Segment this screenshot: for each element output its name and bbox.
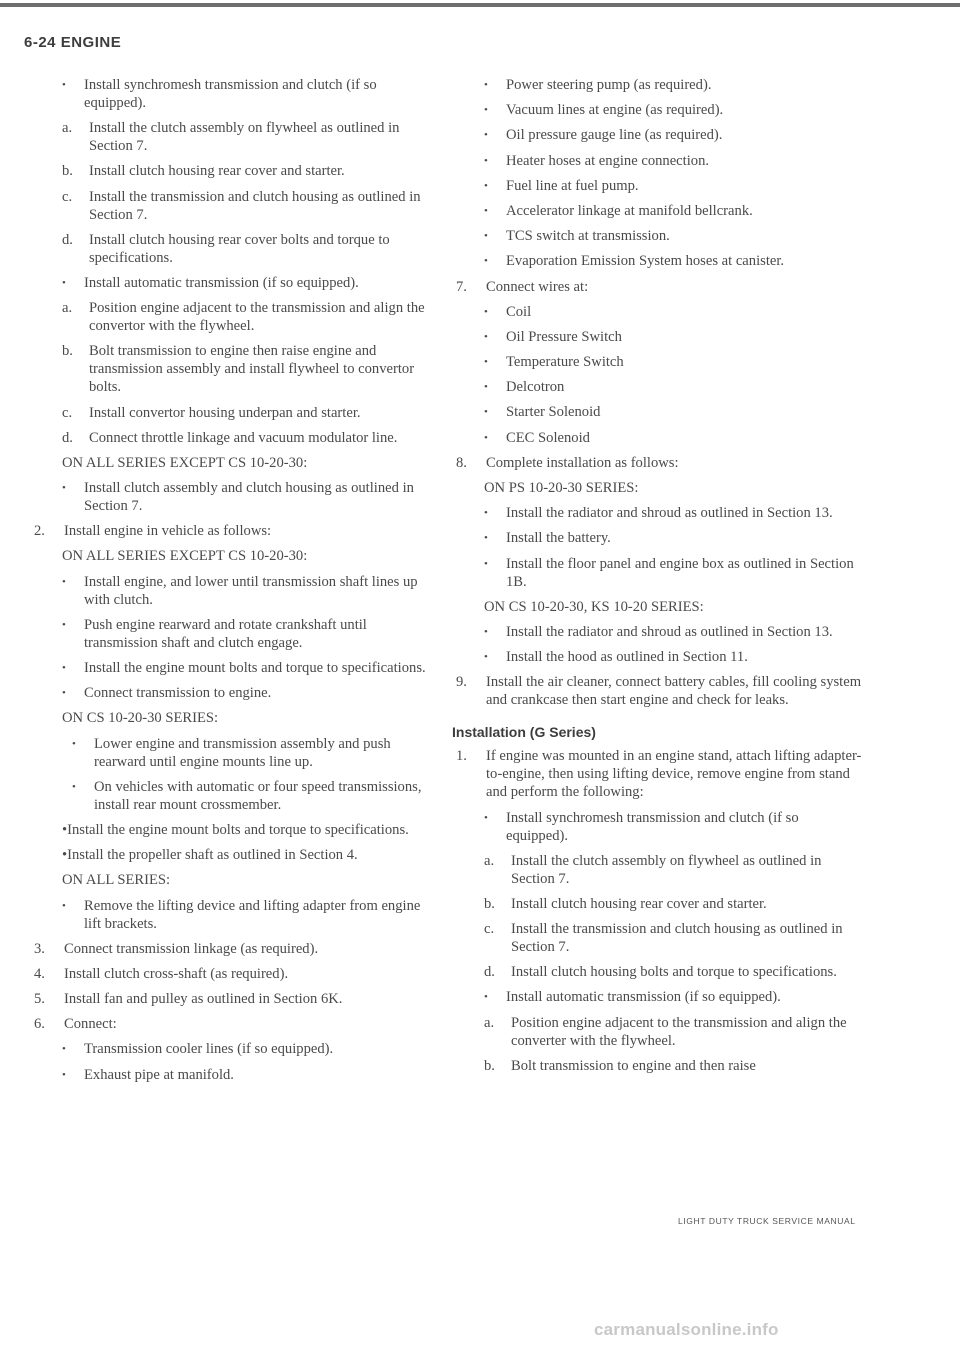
- list-item: [52, 119, 430, 155]
- list-item: [474, 126, 864, 144]
- bullet-icon: •: [484, 356, 488, 369]
- list-item: [474, 76, 864, 94]
- bullet-icon: •: [62, 618, 66, 631]
- item-text: ON ALL SERIES EXCEPT CS 10-20-30:: [62, 454, 308, 471]
- list-item: [52, 547, 430, 565]
- list-item: [474, 504, 864, 522]
- list-item: [52, 454, 430, 472]
- item-text: Install the battery.: [506, 530, 611, 547]
- item-text: ON CS 10-20-30 SERIES:: [62, 710, 219, 727]
- list-item: [474, 252, 864, 270]
- list-item: [456, 673, 864, 709]
- list-item: [474, 479, 864, 497]
- list-item: [474, 303, 864, 321]
- bullet-icon: •: [484, 651, 488, 664]
- list-marker: c.: [62, 404, 73, 421]
- bullet-icon: •: [484, 991, 488, 1004]
- list-marker: d.: [62, 429, 73, 446]
- item-text: Install fan and pulley as outlined in Section 6K.: [64, 991, 343, 1008]
- list-item: [474, 920, 864, 956]
- list-item: [474, 648, 864, 666]
- item-text: Exhaust pipe at manifold.: [84, 1066, 234, 1083]
- item-text: Install clutch housing bolts and torque to specifications.: [511, 964, 837, 981]
- item-text: Install convertor housing underpan and starter.: [89, 404, 361, 421]
- item-text: Complete installation as follows:: [486, 454, 679, 471]
- item-text: •Install the propeller shaft as outlined in Section 4.: [62, 847, 358, 864]
- list-marker: 6.: [34, 1016, 45, 1033]
- list-marker: c.: [484, 921, 495, 938]
- item-text: Install the radiator and shroud as outlined in Section 13.: [506, 505, 833, 522]
- list-item: [474, 227, 864, 245]
- item-text: Install the engine mount bolts and torque to specifications.: [84, 660, 426, 676]
- list-item: [52, 274, 430, 292]
- bullet-icon: •: [484, 154, 488, 167]
- list-item: [474, 809, 864, 845]
- bullet-icon: •: [62, 1043, 66, 1056]
- list-item: [474, 177, 864, 195]
- list-item: [52, 821, 430, 839]
- list-item: [474, 1014, 864, 1050]
- list-item: [34, 965, 430, 983]
- item-text: Bolt transmission to engine and then raise: [511, 1057, 756, 1074]
- list-item: [52, 162, 430, 180]
- page-header: 6-24 ENGINE: [24, 34, 122, 51]
- bullet-icon: •: [72, 780, 76, 793]
- list-item: [52, 778, 430, 814]
- item-text: If engine was mounted in an engine stand, attach lifting adapter-to-engine, then using lifting device, remove engine from stand and perform the following:: [486, 748, 862, 801]
- list-marker: b.: [484, 1057, 495, 1074]
- list-marker: 5.: [34, 991, 45, 1008]
- bullet-icon: •: [484, 625, 488, 638]
- bullet-icon: •: [62, 662, 66, 674]
- list-item: [456, 747, 864, 801]
- item-text: Install the air cleaner, connect battery cables, fill cooling system and crankcase then start engine and check for leaks.: [486, 674, 862, 709]
- bullet-icon: •: [484, 204, 488, 217]
- list-marker: 9.: [456, 674, 467, 691]
- list-item: [34, 1015, 430, 1033]
- bullet-icon: •: [484, 79, 488, 91]
- item-text: Install clutch housing rear cover bolts and torque to specifications.: [89, 231, 390, 266]
- list-item: [474, 895, 864, 913]
- right-column: [452, 76, 864, 1082]
- list-marker: a.: [62, 300, 73, 317]
- manual-footer: LIGHT DUTY TRUCK SERVICE MANUAL: [678, 1216, 856, 1226]
- bullet-icon: •: [484, 532, 488, 545]
- section-heading: Installation (G Series): [452, 724, 596, 741]
- bullet-icon: •: [62, 276, 66, 289]
- bullet-icon: •: [62, 482, 66, 495]
- bullet-icon: •: [62, 575, 66, 588]
- list-item: [52, 616, 430, 652]
- item-text: Heater hoses at engine connection.: [506, 152, 710, 169]
- item-text: Fuel line at fuel pump.: [506, 177, 639, 194]
- list-item: [456, 278, 864, 296]
- item-text: Connect:: [64, 1016, 117, 1033]
- item-text: Oil Pressure Switch: [506, 328, 622, 345]
- bullet-icon: •: [484, 305, 488, 318]
- list-item: [474, 202, 864, 220]
- list-item: [474, 429, 864, 447]
- list-item: [52, 1040, 430, 1058]
- item-text: Delcotron: [506, 379, 565, 396]
- list-marker: 8.: [456, 454, 467, 471]
- item-text: Transmission cooler lines (if so equipped).: [84, 1041, 334, 1058]
- list-item: [474, 152, 864, 170]
- list-item: [474, 623, 864, 641]
- item-text: ON ALL SERIES EXCEPT CS 10-20-30:: [62, 548, 308, 565]
- list-item: [474, 1057, 864, 1075]
- bullet-icon: •: [484, 406, 488, 419]
- list-marker: 1.: [456, 748, 467, 765]
- item-text: ON PS 10-20-30 SERIES:: [484, 480, 639, 496]
- list-item: [52, 404, 430, 422]
- list-marker: b.: [62, 163, 73, 180]
- list-item: [52, 735, 430, 771]
- list-item: [474, 963, 864, 981]
- list-item: [52, 76, 430, 112]
- bullet-icon: •: [62, 1068, 66, 1081]
- item-text: ON ALL SERIES:: [62, 872, 171, 889]
- item-text: Vacuum lines at engine (as required).: [506, 102, 724, 119]
- item-text: Connect throttle linkage and vacuum modulator line.: [89, 429, 398, 446]
- item-text: Connect transmission linkage (as required).: [64, 940, 319, 957]
- list-item: [474, 403, 864, 421]
- item-text: ON CS 10-20-30, KS 10-20 SERIES:: [484, 598, 704, 615]
- item-text: Install clutch cross-shaft (as required).: [64, 965, 289, 982]
- left-column: [34, 76, 430, 1091]
- list-marker: a.: [62, 120, 73, 137]
- item-text: Accelerator linkage at manifold bellcrank.: [506, 202, 753, 219]
- item-text: Starter Solenoid: [506, 404, 601, 421]
- list-marker: b.: [484, 895, 495, 912]
- bullet-icon: •: [484, 179, 488, 192]
- top-rule: [0, 3, 960, 7]
- list-item: [34, 940, 430, 958]
- item-text: Coil: [506, 303, 532, 320]
- item-text: Install clutch housing rear cover and starter.: [511, 895, 767, 912]
- bullet-icon: •: [62, 899, 66, 912]
- list-marker: c.: [62, 188, 73, 205]
- item-text: Install clutch assembly and clutch housing as outlined in Section 7.: [84, 480, 414, 515]
- list-item: [474, 378, 864, 396]
- item-text: Install synchromesh transmission and clutch (if so equipped).: [84, 77, 377, 111]
- item-text: Position engine adjacent to the transmission and align the converter with the flywheel.: [511, 1014, 847, 1049]
- item-text: Install the transmission and clutch housing as outlined in Section 7.: [511, 921, 843, 956]
- bullet-icon: •: [484, 255, 488, 268]
- item-text: Install synchromesh transmission and clutch (if so equipped).: [506, 809, 799, 844]
- list-item: [52, 479, 430, 515]
- bullet-icon: •: [484, 104, 488, 117]
- item-text: Install the transmission and clutch housing as outlined in Section 7.: [89, 188, 421, 223]
- list-marker: 3.: [34, 940, 45, 957]
- bullet-icon: •: [72, 737, 76, 750]
- list-item: [52, 573, 430, 609]
- list-item: [52, 188, 430, 224]
- watermark: carmanualsonline.info: [594, 1320, 779, 1339]
- list-item: [52, 871, 430, 889]
- bullet-icon: •: [484, 330, 488, 343]
- bullet-icon: •: [484, 431, 488, 444]
- item-text: Push engine rearward and rotate crankshaft until transmission shaft and clutch engage.: [84, 616, 367, 651]
- list-item: [474, 598, 864, 616]
- item-text: Install the clutch assembly on flywheel as outlined in Section 7.: [511, 852, 822, 887]
- item-text: Oil pressure gauge line (as required).: [506, 127, 723, 144]
- item-text: Bolt transmission to engine then raise engine and transmission assembly and install flywheel to convertor bolts.: [89, 343, 415, 396]
- list-item: [34, 990, 430, 1008]
- item-text: •Install the engine mount bolts and torque to specifications.: [62, 821, 409, 838]
- item-text: Connect wires at:: [486, 278, 589, 295]
- item-text: Install the hood as outlined in Section 11.: [506, 649, 748, 666]
- item-text: On vehicles with automatic or four speed transmissions, install rear mount crossmember.: [94, 778, 422, 813]
- list-item: [474, 852, 864, 888]
- bullet-icon: •: [484, 507, 488, 520]
- list-item: [474, 353, 864, 371]
- bullet-icon: •: [62, 79, 66, 91]
- item-text: Position engine adjacent to the transmission and align the convertor with the flywheel.: [89, 300, 425, 335]
- list-marker: 2.: [34, 523, 45, 540]
- list-item: [34, 522, 430, 540]
- list-item: [52, 342, 430, 396]
- bullet-icon: •: [62, 687, 66, 700]
- list-marker: 7.: [456, 278, 467, 295]
- bullet-icon: •: [484, 557, 488, 570]
- list-marker: 4.: [34, 965, 45, 982]
- list-item: [456, 454, 864, 472]
- list-item: [52, 1066, 430, 1084]
- item-text: TCS switch at transmission.: [506, 228, 670, 245]
- bullet-icon: •: [484, 811, 488, 824]
- list-marker: d.: [484, 964, 495, 981]
- list-marker: b.: [62, 343, 73, 360]
- list-item: [52, 659, 430, 677]
- item-text: Install the radiator and shroud as outlined in Section 13.: [506, 623, 833, 640]
- item-text: Install clutch housing rear cover and starter.: [89, 163, 345, 180]
- list-item: [52, 897, 430, 933]
- list-item: [474, 328, 864, 346]
- list-item: [52, 231, 430, 267]
- item-text: Install engine in vehicle as follows:: [64, 523, 272, 540]
- item-text: Lower engine and transmission assembly and push rearward until engine mounts line up.: [94, 735, 391, 770]
- list-marker: a.: [484, 1014, 495, 1031]
- list-item: [474, 988, 864, 1006]
- item-text: Install automatic transmission (if so equipped).: [506, 989, 781, 1006]
- bullet-icon: •: [484, 230, 488, 243]
- item-text: Remove the lifting device and lifting adapter from engine lift brackets.: [84, 897, 421, 932]
- list-item: [474, 529, 864, 547]
- list-item: [52, 429, 430, 447]
- item-text: Install the clutch assembly on flywheel as outlined in Section 7.: [89, 120, 400, 155]
- list-marker: a.: [484, 852, 495, 869]
- item-text: Power steering pump (as required).: [506, 77, 712, 93]
- item-text: Temperature Switch: [506, 354, 624, 371]
- item-text: Evaporation Emission System hoses at canister.: [506, 253, 785, 270]
- list-item: [474, 101, 864, 119]
- item-text: Install the floor panel and engine box as outlined in Section 1B.: [506, 555, 854, 590]
- item-text: CEC Solenoid: [506, 429, 590, 446]
- item-text: Install automatic transmission (if so equipped).: [84, 274, 359, 291]
- list-item: [52, 846, 430, 864]
- item-text: Install engine, and lower until transmission shaft lines up with clutch.: [84, 573, 418, 608]
- list-item: [52, 709, 430, 727]
- list-marker: d.: [62, 231, 73, 248]
- item-text: Connect transmission to engine.: [84, 685, 272, 702]
- bullet-icon: •: [484, 381, 488, 394]
- list-item: [52, 299, 430, 335]
- list-item: [474, 555, 864, 591]
- bullet-icon: •: [484, 129, 488, 142]
- list-item: [52, 684, 430, 702]
